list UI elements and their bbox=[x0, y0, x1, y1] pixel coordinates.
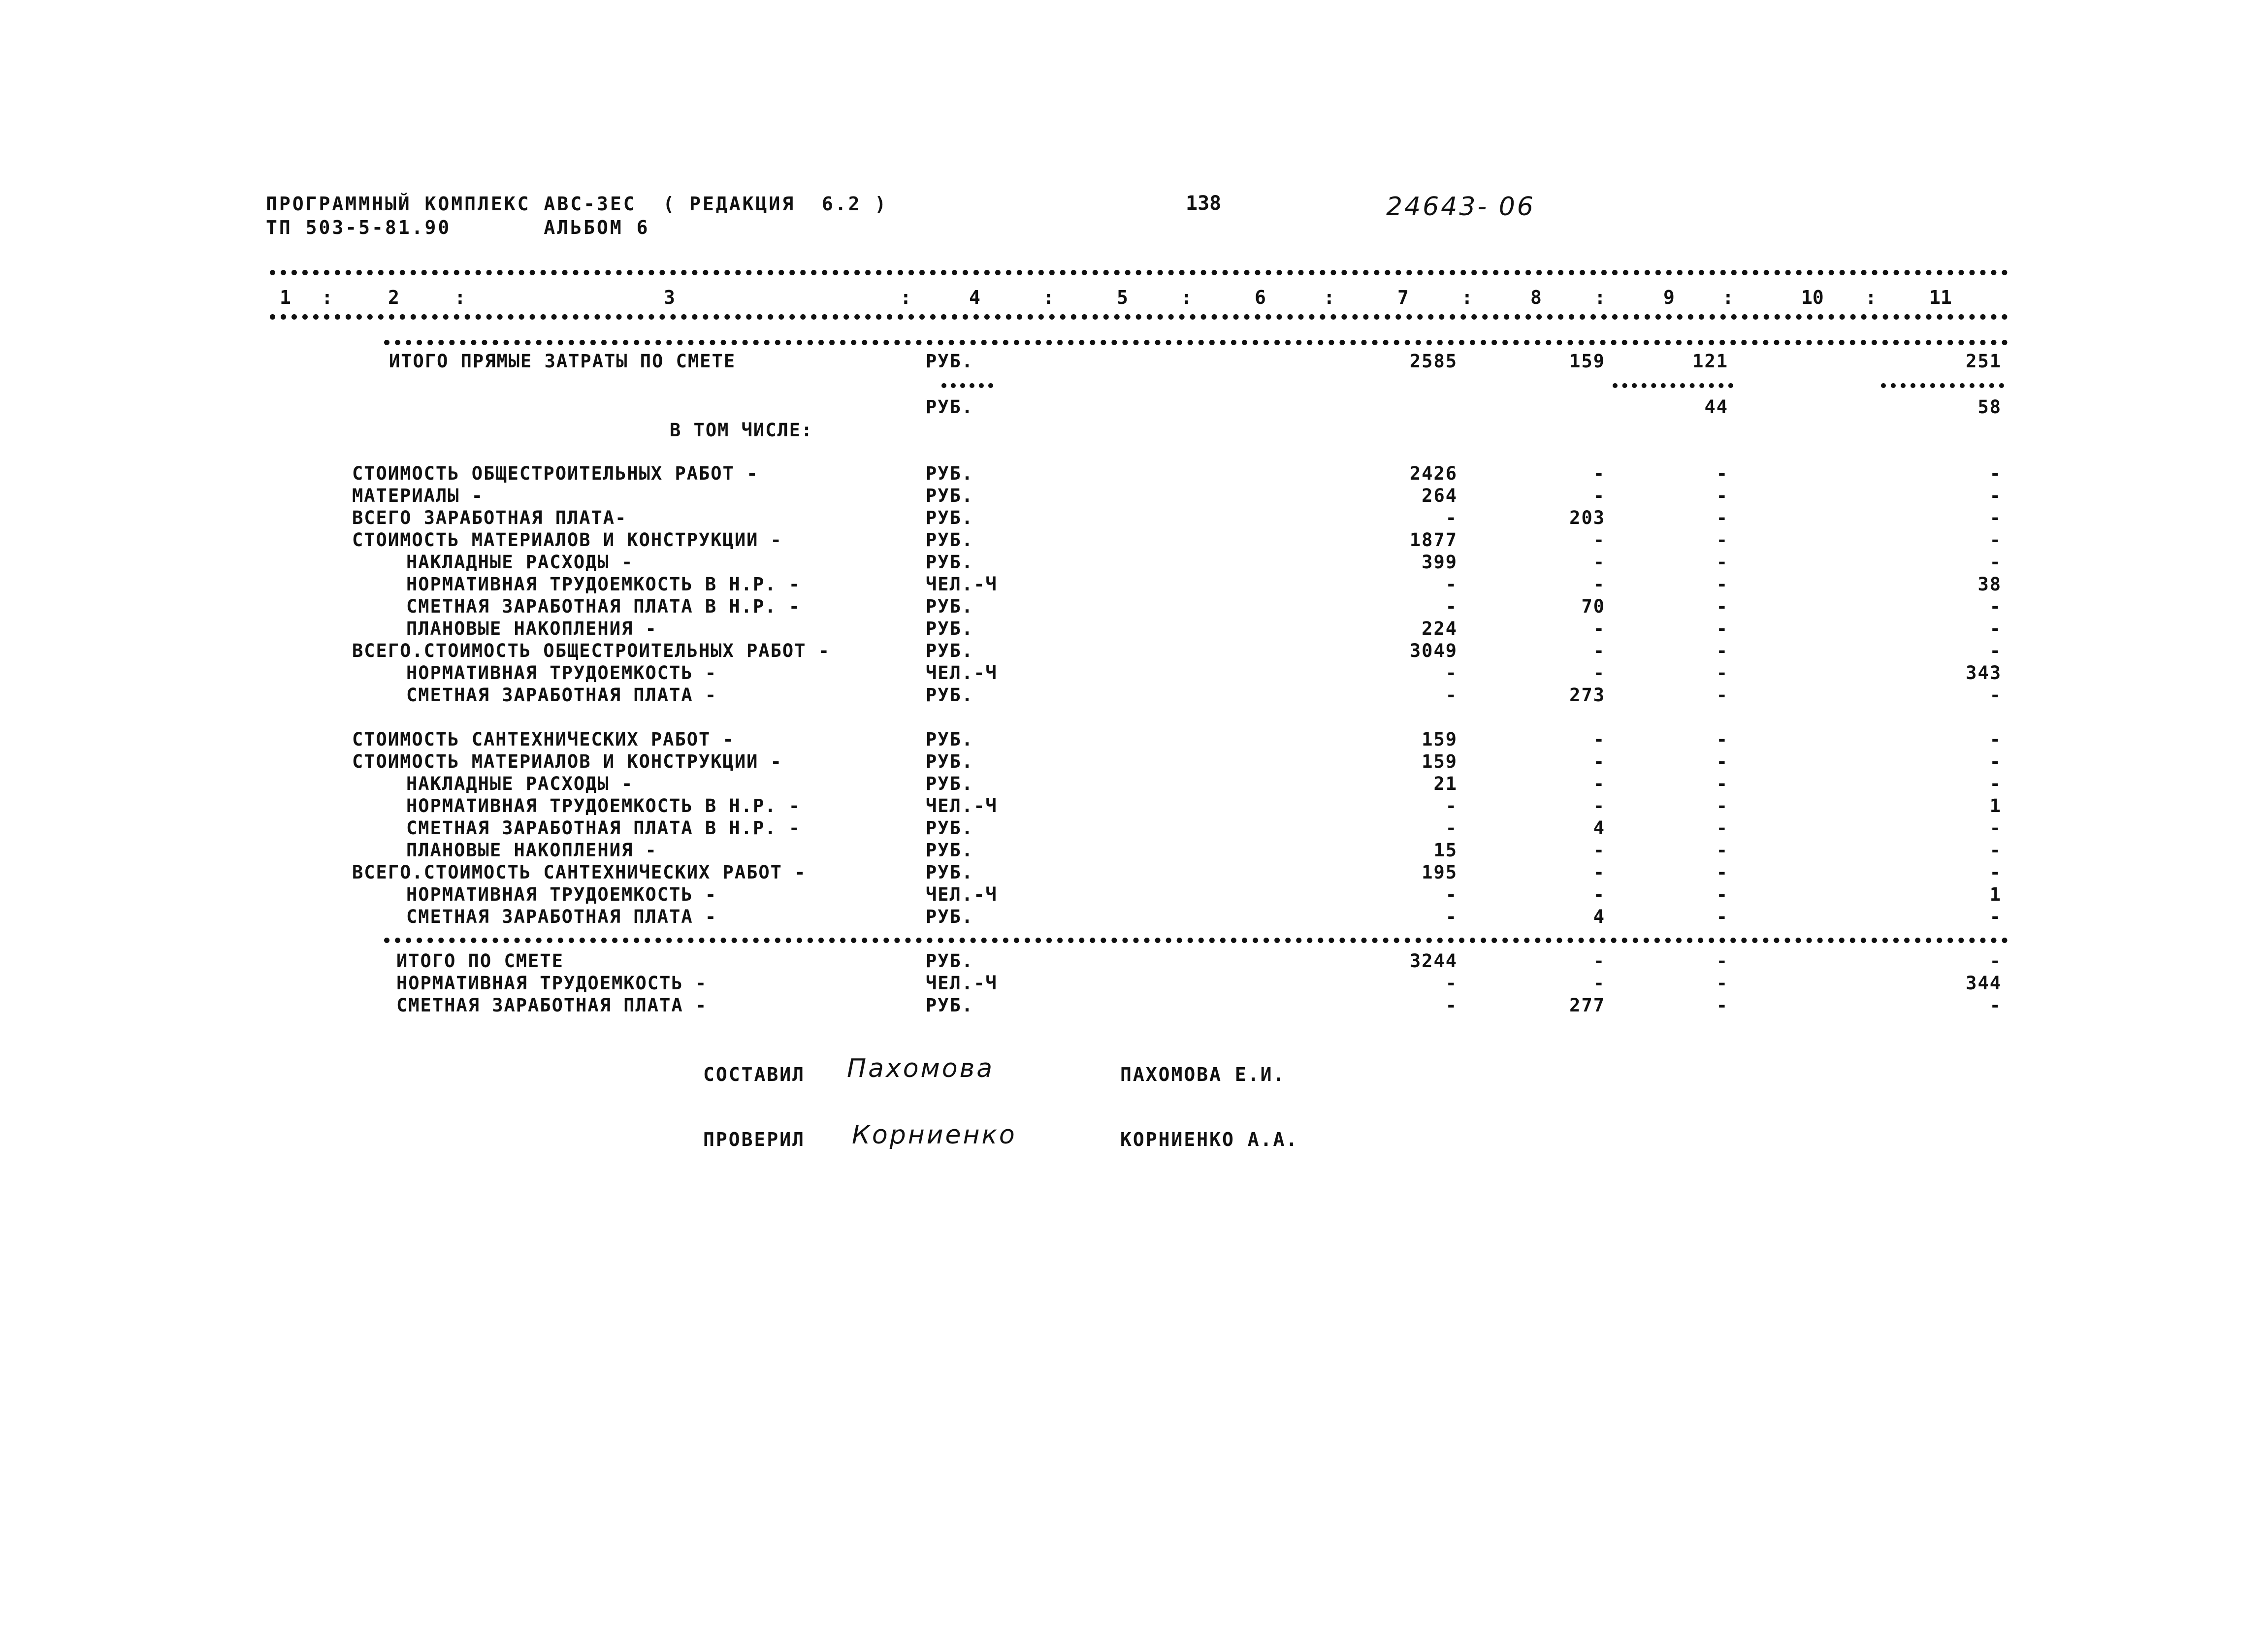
cell-col8: - bbox=[1593, 529, 1605, 551]
row-label: НАКЛАДНЫЕ РАСХОДЫ - bbox=[406, 552, 634, 573]
cell-col8: - bbox=[1593, 463, 1605, 484]
cell-col9: - bbox=[1716, 507, 1728, 528]
table-row bbox=[0, 463, 2268, 486]
row-unit: РУБ. bbox=[926, 729, 974, 750]
column-separator: : bbox=[454, 287, 466, 308]
cell-col11: - bbox=[1989, 640, 2002, 661]
row-label: ВСЕГО.СТОИМОСТЬ ОБЩЕСТРОИТЕЛЬНЫХ РАБОТ - bbox=[352, 640, 831, 661]
row-label: СТОИМОСТЬ МАТЕРИАЛОВ И КОНСТРУКЦИИ - bbox=[352, 529, 782, 551]
table-row bbox=[0, 884, 2268, 907]
checked-label: ПРОВЕРИЛ bbox=[703, 1129, 806, 1150]
row-label: НОРМАТИВНАЯ ТРУДОЕМКОСТЬ - bbox=[396, 973, 708, 994]
column-numbers bbox=[270, 287, 2008, 311]
row-unit: РУБ. bbox=[926, 684, 974, 706]
row-unit: ЧЕЛ.-Ч bbox=[926, 884, 998, 905]
row-label: СТОИМОСТЬ МАТЕРИАЛОВ И КОНСТРУКЦИИ - bbox=[352, 751, 782, 772]
table-row bbox=[0, 618, 2268, 641]
cell-col7: - bbox=[1445, 507, 1458, 528]
table-row bbox=[0, 773, 2268, 796]
cell-col9: 44 bbox=[1704, 396, 1728, 418]
program-title: ПРОГРАММНЫЙ КОМПЛЕКС АВС-3ЕС ( РЕДАКЦИЯ 6.2 ) bbox=[266, 193, 888, 215]
table-row bbox=[0, 840, 2268, 862]
row-unit: РУБ. bbox=[926, 751, 974, 772]
cell-col9: - bbox=[1716, 662, 1728, 684]
column-separator: : bbox=[1594, 287, 1606, 308]
cell-col9: - bbox=[1716, 795, 1728, 816]
column-number: 11 bbox=[1929, 287, 1952, 308]
cell-col7: 1877 bbox=[1409, 529, 1458, 551]
column-separator: : bbox=[1461, 287, 1473, 308]
cell-col8: - bbox=[1593, 950, 1605, 972]
row-label: СМЕТНАЯ ЗАРАБОТНАЯ ПЛАТА - bbox=[396, 995, 708, 1016]
cell-col7: - bbox=[1445, 795, 1458, 816]
cell-col9: - bbox=[1716, 817, 1728, 839]
cell-col8: 159 bbox=[1569, 351, 1605, 372]
column-number: 3 bbox=[664, 287, 675, 308]
row-unit: РУБ. bbox=[926, 529, 974, 551]
row-label: В ТОМ ЧИСЛЕ: bbox=[670, 420, 813, 441]
row-unit: РУБ. bbox=[926, 618, 974, 639]
cell-col7: - bbox=[1445, 817, 1458, 839]
cell-col7: - bbox=[1445, 906, 1458, 927]
row-unit: РУБ. bbox=[926, 552, 974, 573]
row-label: НОРМАТИВНАЯ ТРУДОЕМКОСТЬ В Н.Р. - bbox=[406, 795, 801, 816]
cell-col9: - bbox=[1716, 862, 1728, 883]
row-unit: РУБ. bbox=[926, 995, 974, 1016]
cell-col7: 15 bbox=[1433, 840, 1458, 861]
cell-col8: 70 bbox=[1581, 596, 1605, 617]
checked-signature: Корниенко bbox=[852, 1120, 1017, 1150]
cell-col11: - bbox=[1989, 995, 2002, 1016]
page-number: 138 bbox=[1186, 192, 1222, 215]
column-separator: : bbox=[1865, 287, 1877, 308]
row-unit: РУБ. bbox=[926, 640, 974, 661]
project-code: ТП 503-5-81.90 АЛЬБОМ 6 bbox=[266, 217, 650, 238]
cell-col8: - bbox=[1593, 552, 1605, 573]
cell-col9: - bbox=[1716, 950, 1728, 972]
cell-col8: - bbox=[1593, 973, 1605, 994]
cell-col7: 3244 bbox=[1409, 950, 1458, 972]
row-unit: ЧЕЛ.-Ч bbox=[926, 973, 998, 994]
table-row bbox=[0, 420, 2268, 442]
row-label: МАТЕРИАЛЫ - bbox=[352, 485, 484, 506]
cell-col7: 159 bbox=[1422, 751, 1458, 772]
cell-col8: 277 bbox=[1569, 995, 1605, 1016]
cell-col11: - bbox=[1989, 596, 2002, 617]
cell-col8: 4 bbox=[1593, 817, 1605, 839]
cell-col9: - bbox=[1716, 684, 1728, 706]
table-row bbox=[0, 684, 2268, 707]
cell-col11: - bbox=[1989, 817, 2002, 839]
cell-col8: - bbox=[1593, 574, 1605, 595]
cell-col8: - bbox=[1593, 840, 1605, 861]
row-label: СТОИМОСТЬ ОБЩЕСТРОИТЕЛЬНЫХ РАБОТ - bbox=[352, 463, 759, 484]
row-unit: РУБ. bbox=[926, 906, 974, 927]
cell-col7: 2426 bbox=[1409, 463, 1458, 484]
cell-col11: - bbox=[1989, 729, 2002, 750]
cell-col9: - bbox=[1716, 485, 1728, 506]
cell-col7: - bbox=[1445, 662, 1458, 684]
row-label: СМЕТНАЯ ЗАРАБОТНАЯ ПЛАТА - bbox=[406, 906, 717, 927]
column-number: 10 bbox=[1801, 287, 1824, 308]
cell-col9: - bbox=[1716, 973, 1728, 994]
cell-col11: - bbox=[1989, 485, 2002, 506]
row-label: СМЕТНАЯ ЗАРАБОТНАЯ ПЛАТА - bbox=[406, 684, 717, 706]
table-row bbox=[0, 662, 2268, 685]
cell-col9: - bbox=[1716, 618, 1728, 639]
cell-col8: - bbox=[1593, 640, 1605, 661]
column-separator: : bbox=[322, 287, 333, 308]
cell-col11: - bbox=[1989, 840, 2002, 861]
cell-col7: - bbox=[1445, 596, 1458, 617]
cell-col8: - bbox=[1593, 795, 1605, 816]
cell-col7: - bbox=[1445, 574, 1458, 595]
row-label: ИТОГО ПРЯМЫЕ ЗАТРАТЫ ПО СМЕТЕ bbox=[389, 351, 736, 372]
rule-before-totals bbox=[384, 938, 2008, 943]
cell-col8: - bbox=[1593, 662, 1605, 684]
column-separator: : bbox=[900, 287, 911, 308]
table-row bbox=[0, 596, 2268, 619]
checked-name: КОРНИЕНКО А.А. bbox=[1120, 1129, 1299, 1150]
table-row bbox=[0, 795, 2268, 818]
cell-col11: 1 bbox=[1989, 884, 2002, 905]
row-label: ВСЕГО.СТОИМОСТЬ САНТЕХНИЧЕСКИХ РАБОТ - bbox=[352, 862, 807, 883]
cell-col8: - bbox=[1593, 773, 1605, 794]
cell-col11: 251 bbox=[1966, 351, 2002, 372]
table-row bbox=[0, 552, 2268, 574]
cell-col11: - bbox=[1989, 950, 2002, 972]
row-label: НОРМАТИВНАЯ ТРУДОЕМКОСТЬ - bbox=[406, 662, 717, 684]
row-unit: РУБ. bbox=[926, 396, 974, 418]
row-unit: РУБ. bbox=[926, 507, 974, 528]
cell-col11: - bbox=[1989, 751, 2002, 772]
table-row bbox=[0, 995, 2268, 1017]
cell-col7: 195 bbox=[1422, 862, 1458, 883]
row-unit: РУБ. bbox=[926, 485, 974, 506]
row-unit: РУБ. bbox=[926, 840, 974, 861]
cell-col7: 21 bbox=[1433, 773, 1458, 794]
cell-col9: - bbox=[1716, 773, 1728, 794]
row-unit: ЧЕЛ.-Ч bbox=[926, 795, 998, 816]
row-label: СМЕТНАЯ ЗАРАБОТНАЯ ПЛАТА В Н.Р. - bbox=[406, 817, 801, 839]
row-unit: РУБ. bbox=[926, 351, 974, 372]
row-unit: РУБ. bbox=[926, 950, 974, 972]
column-number: 8 bbox=[1530, 287, 1542, 308]
column-number: 2 bbox=[388, 287, 399, 308]
col11-underline bbox=[1881, 383, 2004, 388]
document-number: 24643- 06 bbox=[1386, 192, 1535, 222]
table-row bbox=[0, 485, 2268, 508]
cell-col11: - bbox=[1989, 684, 2002, 706]
row-label: ИТОГО ПО СМЕТЕ bbox=[396, 950, 564, 972]
cell-col8: 4 bbox=[1593, 906, 1605, 927]
cell-col9: - bbox=[1716, 596, 1728, 617]
cell-col7: - bbox=[1445, 884, 1458, 905]
cell-col9: - bbox=[1716, 640, 1728, 661]
cell-col11: 1 bbox=[1989, 795, 2002, 816]
composed-label: СОСТАВИЛ bbox=[703, 1064, 806, 1085]
table-row bbox=[0, 529, 2268, 552]
cell-col7: 224 bbox=[1422, 618, 1458, 639]
rule-under-columns bbox=[270, 314, 2008, 320]
table-row bbox=[0, 817, 2268, 840]
row-unit: РУБ. bbox=[926, 596, 974, 617]
cell-col11: 58 bbox=[1977, 396, 2002, 418]
cell-col9: - bbox=[1716, 529, 1728, 551]
cell-col11: - bbox=[1989, 618, 2002, 639]
column-separator: : bbox=[1181, 287, 1192, 308]
cell-col9: - bbox=[1716, 463, 1728, 484]
row-label: НОРМАТИВНАЯ ТРУДОЕМКОСТЬ В Н.Р. - bbox=[406, 574, 801, 595]
composed-name: ПАХОМОВА Е.И. bbox=[1120, 1064, 1286, 1085]
cell-col9: - bbox=[1716, 884, 1728, 905]
row-label: ВСЕГО ЗАРАБОТНАЯ ПЛАТА- bbox=[352, 507, 627, 528]
cell-col7: - bbox=[1445, 995, 1458, 1016]
table-row bbox=[0, 862, 2268, 884]
cell-col11: 344 bbox=[1966, 973, 2002, 994]
column-separator: : bbox=[1043, 287, 1054, 308]
row-unit: РУБ. bbox=[926, 817, 974, 839]
cell-col8: - bbox=[1593, 862, 1605, 883]
row-label: НАКЛАДНЫЕ РАСХОДЫ - bbox=[406, 773, 634, 794]
cell-col11: - bbox=[1989, 529, 2002, 551]
table-row bbox=[0, 640, 2268, 663]
cell-col9: - bbox=[1716, 751, 1728, 772]
column-number: 7 bbox=[1397, 287, 1409, 308]
column-separator: : bbox=[1722, 287, 1734, 308]
cell-col11: 343 bbox=[1966, 662, 2002, 684]
rule-body-top bbox=[384, 340, 2008, 345]
cell-col11: - bbox=[1989, 906, 2002, 927]
cell-col8: - bbox=[1593, 751, 1605, 772]
row-label: ПЛАНОВЫЕ НАКОПЛЕНИЯ - bbox=[406, 618, 657, 639]
table-row bbox=[0, 729, 2268, 751]
table-row bbox=[0, 950, 2268, 973]
table-row bbox=[0, 507, 2268, 530]
cell-col7: - bbox=[1445, 973, 1458, 994]
row-unit: РУБ. bbox=[926, 862, 974, 883]
cell-col9: 121 bbox=[1692, 351, 1728, 372]
row-unit: РУБ. bbox=[926, 463, 974, 484]
cell-col7: 2585 bbox=[1409, 351, 1458, 372]
cell-col11: - bbox=[1989, 552, 2002, 573]
table-row bbox=[0, 906, 2268, 929]
row-unit: ЧЕЛ.-Ч bbox=[926, 662, 998, 684]
cell-col7: 3049 bbox=[1409, 640, 1458, 661]
cell-col9: - bbox=[1716, 995, 1728, 1016]
table-row bbox=[0, 396, 2268, 419]
column-number: 6 bbox=[1255, 287, 1266, 308]
cell-col7: - bbox=[1445, 684, 1458, 706]
cell-col11: - bbox=[1989, 507, 2002, 528]
row-label: ПЛАНОВЫЕ НАКОПЛЕНИЯ - bbox=[406, 840, 657, 861]
cell-col8: - bbox=[1593, 485, 1605, 506]
cell-col8: - bbox=[1593, 618, 1605, 639]
row-label: СТОИМОСТЬ САНТЕХНИЧЕСКИХ РАБОТ - bbox=[352, 729, 735, 750]
table-row bbox=[0, 751, 2268, 774]
cell-col11: - bbox=[1989, 773, 2002, 794]
row-label: НОРМАТИВНАЯ ТРУДОЕМКОСТЬ - bbox=[406, 884, 717, 905]
cell-col9: - bbox=[1716, 906, 1728, 927]
cell-col7: 399 bbox=[1422, 552, 1458, 573]
cell-col8: 203 bbox=[1569, 507, 1605, 528]
cell-col7: 264 bbox=[1422, 485, 1458, 506]
column-number: 4 bbox=[969, 287, 980, 308]
cell-col9: - bbox=[1716, 552, 1728, 573]
composed-signature: Пахомова bbox=[847, 1054, 995, 1083]
cell-col8: - bbox=[1593, 884, 1605, 905]
cell-col9: - bbox=[1716, 729, 1728, 750]
rule-top bbox=[270, 270, 2008, 275]
col9-underline bbox=[1613, 383, 1733, 388]
table-row bbox=[0, 973, 2268, 995]
cell-col11: 38 bbox=[1977, 574, 2002, 595]
cell-col8: 273 bbox=[1569, 684, 1605, 706]
cell-col9: - bbox=[1716, 574, 1728, 595]
cell-col7: 159 bbox=[1422, 729, 1458, 750]
table-row bbox=[0, 574, 2268, 596]
cell-col11: - bbox=[1989, 862, 2002, 883]
column-number: 5 bbox=[1117, 287, 1128, 308]
cell-col8: - bbox=[1593, 729, 1605, 750]
row-label: СМЕТНАЯ ЗАРАБОТНАЯ ПЛАТА В Н.Р. - bbox=[406, 596, 801, 617]
column-separator: : bbox=[1324, 287, 1335, 308]
row-unit: ЧЕЛ.-Ч bbox=[926, 574, 998, 595]
unit-underline bbox=[941, 383, 993, 388]
column-number: 1 bbox=[280, 287, 291, 308]
row-unit: РУБ. bbox=[926, 773, 974, 794]
cell-col9: - bbox=[1716, 840, 1728, 861]
table-row bbox=[0, 351, 2268, 373]
column-number: 9 bbox=[1663, 287, 1675, 308]
cell-col11: - bbox=[1989, 463, 2002, 484]
